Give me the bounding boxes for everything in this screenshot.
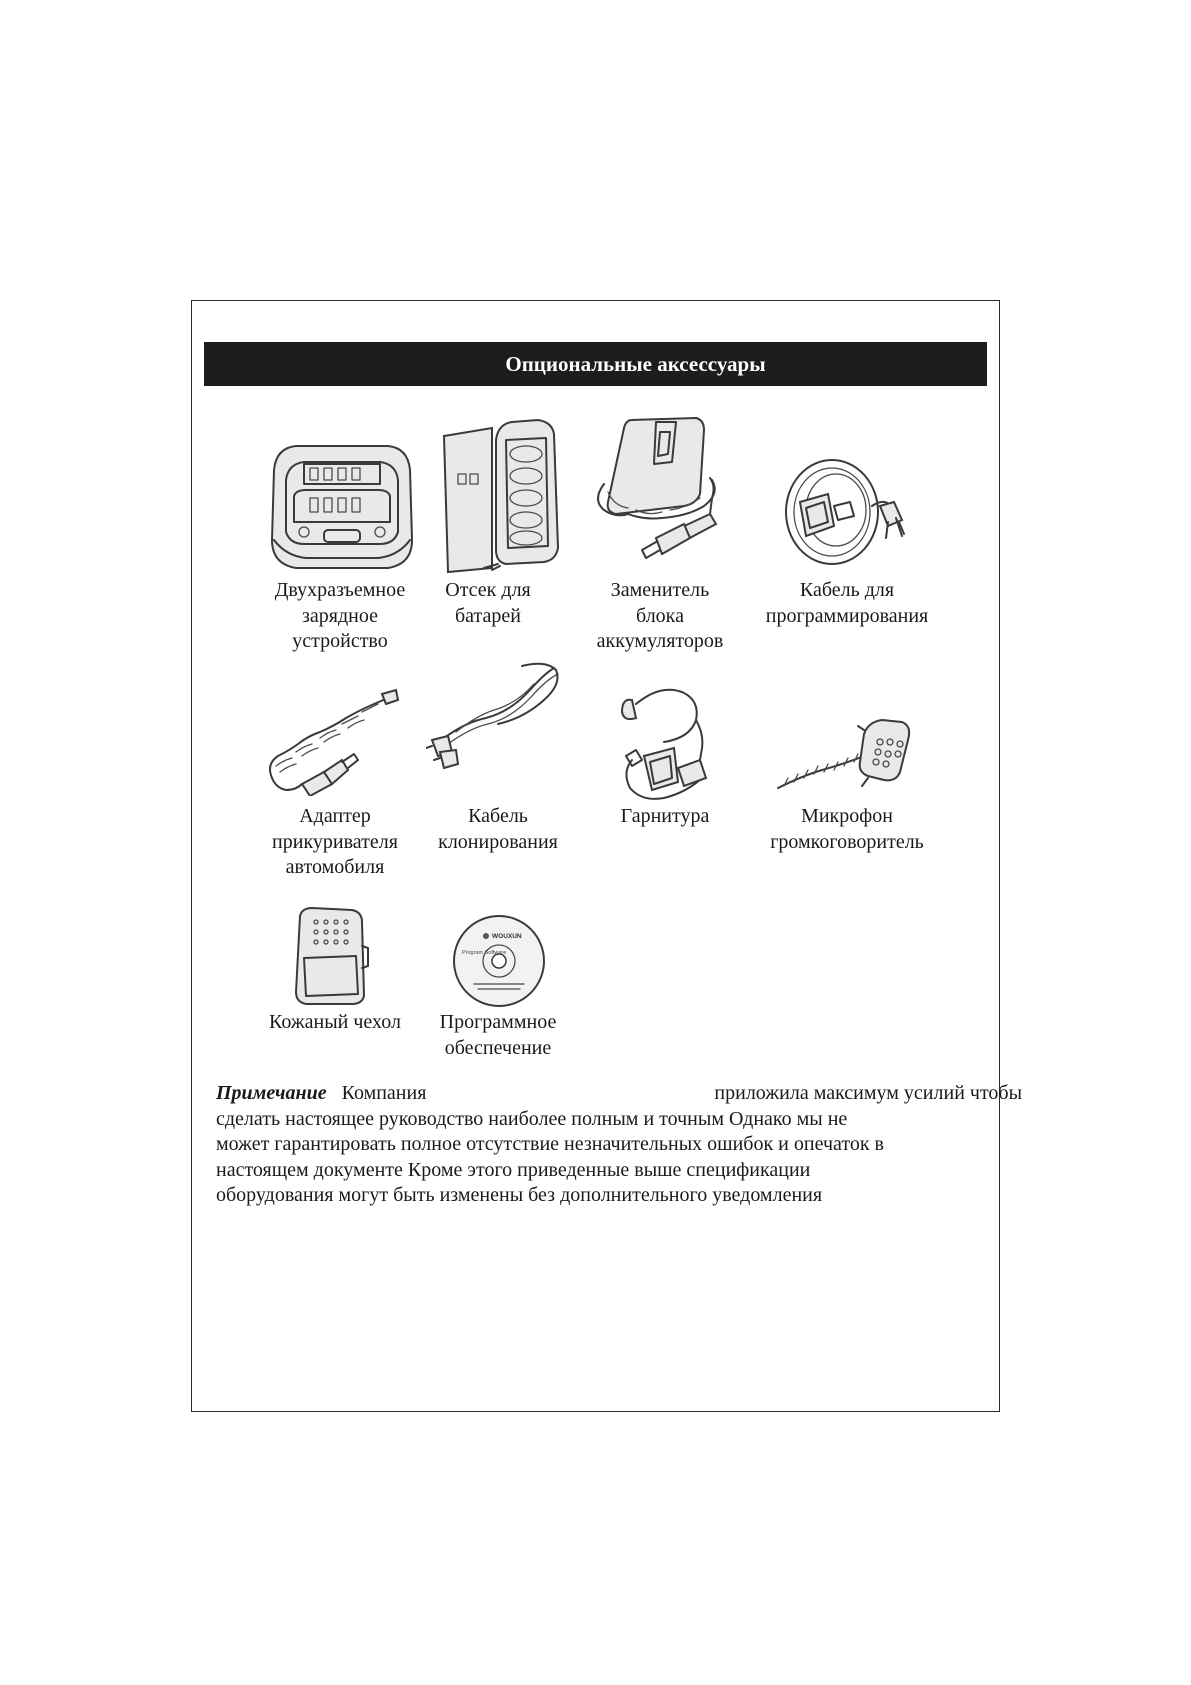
cd-sub-label: Program Software (462, 950, 507, 956)
note-line-1a: Компания (341, 1082, 427, 1104)
note-line-1 (216, 1081, 1023, 1107)
speaker-microphone-icon (772, 716, 914, 792)
section-title: Опциональные аксессуары (204, 342, 987, 386)
note-lead: Примечание (216, 1082, 327, 1104)
caption-battery-eliminator: Заменитель блока аккумуляторов (596, 579, 724, 652)
caption-headset: Гарнитура (620, 805, 710, 827)
caption-clone-cable: Кабель клонирования (438, 805, 558, 853)
headset-icon (612, 686, 726, 804)
note-line-3: может гарантировать полное отсутствие незначительных ошибок и опечаток в (216, 1133, 884, 1155)
note-line-2: сделать настоящее руководство наиболее полным и точным Однако мы не (216, 1107, 848, 1130)
software-cd-icon (452, 914, 546, 1008)
caption-software: Программное обеспечение (439, 1011, 557, 1059)
car-adapter-icon (262, 686, 402, 796)
caption-dual-charger: Двухразъемное зарядное устройство (274, 579, 406, 652)
cd-brand-label: WOUXUN (492, 933, 522, 940)
battery-eliminator-icon (592, 414, 738, 578)
dual-charger-icon (266, 440, 418, 576)
note-paragraph (216, 1081, 1023, 1209)
caption-speaker-microphone: Микрофон громкоговоритель (770, 805, 924, 853)
note-line-1b: приложила максимум усилий чтобы (714, 1082, 1023, 1104)
leather-case-icon (290, 906, 370, 1006)
programming-cable-icon (776, 446, 916, 576)
caption-battery-case: Отсек для батарей (445, 579, 531, 627)
caption-programming-cable: Кабель для программирования (765, 579, 929, 627)
note-line-4: настоящем документе Кроме этого приведенные выше спецификации (216, 1158, 811, 1181)
caption-leather-case: Кожаный чехол (268, 1011, 401, 1033)
note-line-5: оборудования могут быть изменены без дополнительного уведомления (216, 1184, 823, 1206)
clone-cable-icon (426, 660, 564, 776)
battery-case-icon (440, 418, 562, 576)
caption-car-adapter: Адаптер прикуривателя автомобиля (272, 805, 398, 878)
